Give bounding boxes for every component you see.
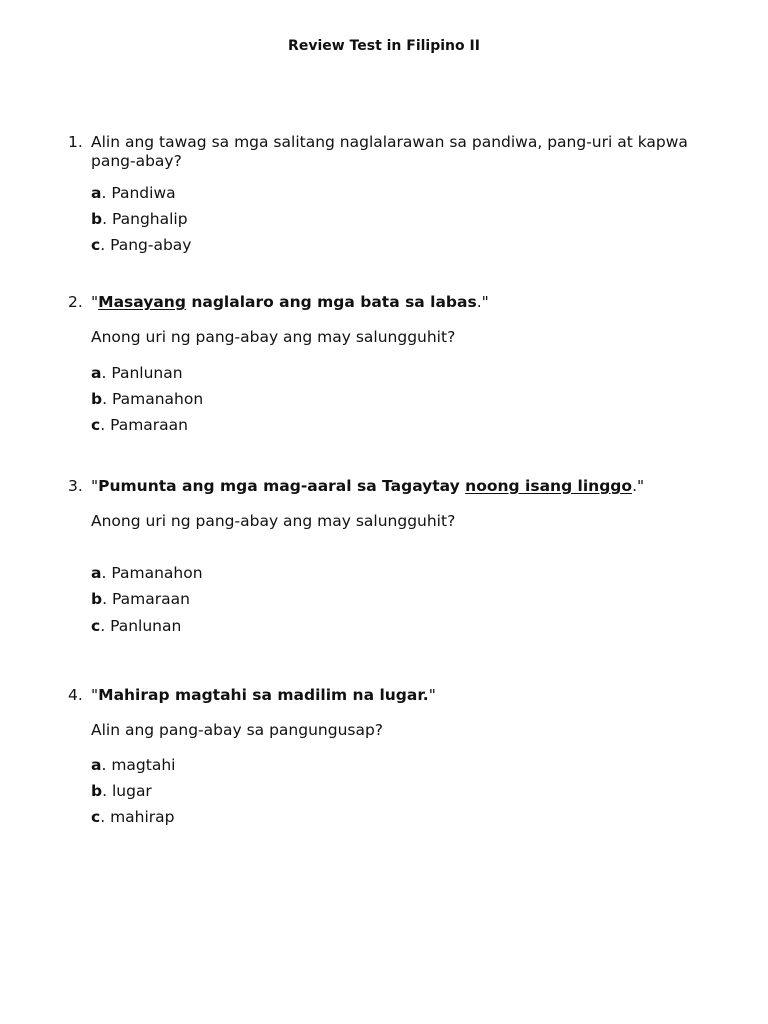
question-4 xyxy=(68,686,728,705)
question-number: 4. xyxy=(68,686,83,704)
option-letter: a xyxy=(91,184,102,202)
option-text: Pandiwa xyxy=(111,184,176,202)
option-text: Pamaraan xyxy=(111,590,190,608)
option-a: a. Pandiwa xyxy=(91,184,176,202)
option-text: Pang-abay xyxy=(110,236,192,254)
underlined-phrase: Masayang xyxy=(98,293,186,311)
quote-close: ." xyxy=(476,293,489,311)
option-letter: a xyxy=(91,564,102,582)
option-letter: b xyxy=(91,590,103,608)
option-text: mahirap xyxy=(110,808,175,826)
question-prompt: Alin ang pang-abay sa pangungusap? xyxy=(91,721,384,739)
underlined-phrase: noong isang linggo xyxy=(465,477,633,495)
quote-close: ." xyxy=(632,477,645,495)
option-text: Pamaraan xyxy=(110,416,189,434)
quote-open: " xyxy=(91,686,99,704)
option-text: Panlunan xyxy=(111,364,183,382)
quote-close: " xyxy=(428,686,436,704)
question-3 xyxy=(68,477,728,496)
option-letter: c xyxy=(91,236,101,254)
option-letter: a xyxy=(91,364,102,382)
option-c: c. Panlunan xyxy=(91,617,182,635)
question-prompt: Anong uri ng pang-abay ang may salungguhit? xyxy=(91,328,456,346)
option-letter: c xyxy=(91,617,101,635)
option-text: Panlunan xyxy=(110,617,182,635)
option-b: b. lugar xyxy=(91,782,152,800)
option-letter: c xyxy=(91,416,101,434)
option-c: c. Pamaraan xyxy=(91,416,189,434)
bold-text: Mahirap magtahi sa madilim na lugar. xyxy=(98,686,429,704)
option-b: b. Pamanahon xyxy=(91,390,204,408)
option-c: c. Pang-abay xyxy=(91,236,192,254)
question-number: 1. xyxy=(68,133,83,151)
option-a: a. magtahi xyxy=(91,756,176,774)
question-text xyxy=(91,293,728,312)
option-text: Pamanahon xyxy=(111,390,204,408)
option-b: b. Panghalip xyxy=(91,210,188,228)
bold-text: Pumunta ang mga mag-aaral sa Tagaytay xyxy=(98,477,466,495)
question-text xyxy=(91,477,728,496)
option-c: c. mahirap xyxy=(91,808,175,826)
question-number: 2. xyxy=(68,293,83,311)
option-a: a. Pamanahon xyxy=(91,564,203,582)
question-2 xyxy=(68,293,728,312)
question-text: Alin ang tawag sa mga salitang naglalarawan sa pandiwa, pang-uri at kapwa pang-abay? xyxy=(91,133,688,170)
option-text: Panghalip xyxy=(111,210,188,228)
question-1 xyxy=(68,133,728,171)
option-b: b. Pamaraan xyxy=(91,590,190,608)
bold-text: naglalaro ang mga bata sa labas xyxy=(185,293,477,311)
option-letter: b xyxy=(91,390,103,408)
option-letter: a xyxy=(91,756,102,774)
quote-open: " xyxy=(91,477,99,495)
option-letter: b xyxy=(91,210,103,228)
question-text xyxy=(91,686,728,705)
option-a: a. Panlunan xyxy=(91,364,183,382)
option-text: magtahi xyxy=(111,756,176,774)
option-letter: b xyxy=(91,782,103,800)
option-text: lugar xyxy=(111,782,152,800)
question-number: 3. xyxy=(68,477,83,495)
question-prompt: Anong uri ng pang-abay ang may salungguhit? xyxy=(91,512,456,530)
option-letter: c xyxy=(91,808,101,826)
document-title: Review Test in Filipino II xyxy=(288,38,480,54)
quote-open: " xyxy=(91,293,99,311)
option-text: Pamanahon xyxy=(111,564,203,582)
